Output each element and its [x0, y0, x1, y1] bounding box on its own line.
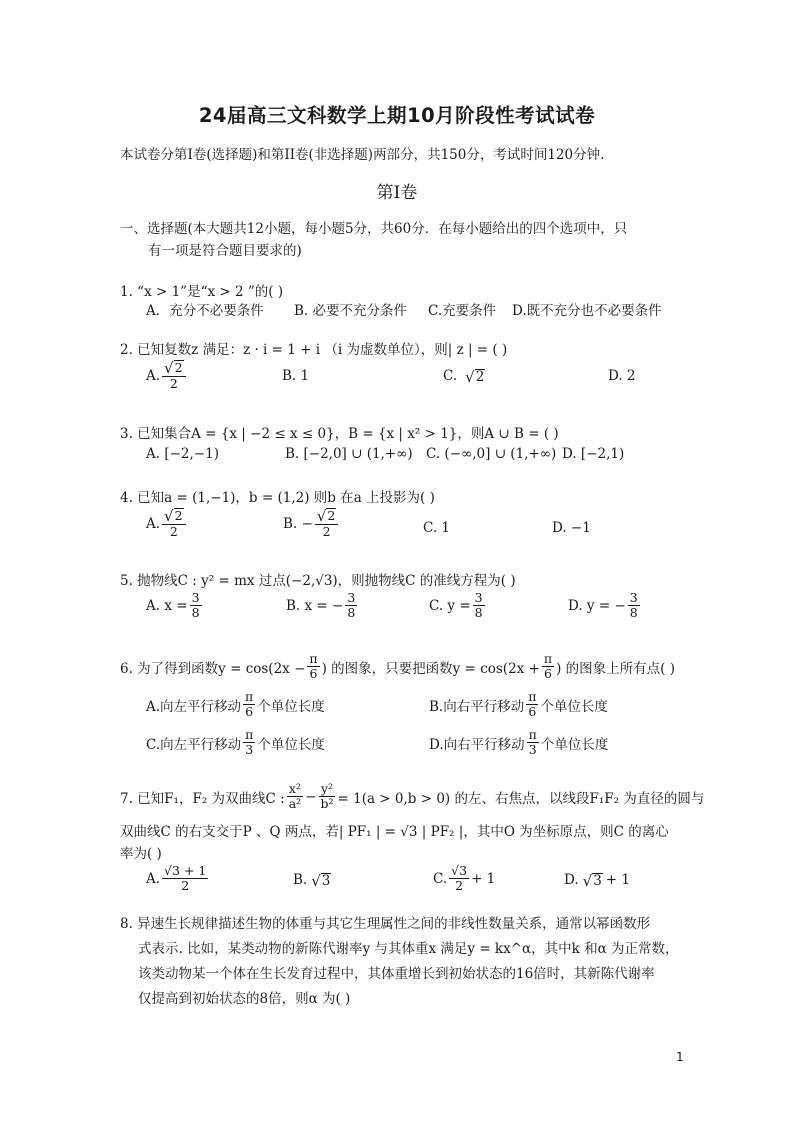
question-6-option-d	[429, 728, 608, 757]
question-6-option-a-den: 6	[245, 704, 254, 719]
question-2-option-a-numerator: 2	[174, 360, 183, 375]
question-6-option-d-den: 3	[528, 742, 537, 757]
section-heading	[120, 218, 680, 262]
question-6-option-c-den: 3	[245, 742, 254, 757]
question-2-option-d: D. 2	[608, 368, 636, 384]
question-5-option-b-denominator: 8	[347, 605, 356, 620]
question-4-option-a-numerator: 2	[174, 508, 183, 523]
question-6-stem-frac2-den: 6	[544, 666, 552, 681]
question-2-stem: 2. 已知复数z 满足：z · i = 1 + i （i 为虚数单位），则| z | = ( )	[120, 342, 508, 358]
question-3-stem: 3. 已知集合A = {x | −2 ≤ x ≤ 0}，B = {x | x² > 1}，则A ∪ B = ( )	[120, 426, 559, 442]
question-4-option-a-denominator: 2	[169, 524, 178, 539]
question-4-option-c: C. 1	[423, 520, 451, 536]
question-7-option-b: B. √ 3	[293, 871, 331, 890]
question-5-option-a	[146, 591, 204, 620]
question-7-frac-y-den: b²	[320, 796, 334, 811]
question-5-option-d	[568, 591, 642, 620]
question-6-option-b-num: π	[528, 689, 537, 704]
question-6-option-b	[429, 690, 608, 719]
section-line-1: 一、选择题(本大题共12小题，每小题5分，共60分．在每小题给出的四个选项中，只	[120, 221, 628, 237]
question-5-option-a-numerator: 3	[191, 590, 200, 605]
page-number: 1	[676, 1050, 684, 1064]
question-8-line-4: 仅提高到初始状态的8倍，则α 为( )	[138, 991, 351, 1007]
question-4-option-b	[283, 508, 340, 539]
question-5-stem: 5. 抛物线C : y² = mx 过点(−2,√3)，则抛物线C 的准线方程为( )	[120, 573, 516, 589]
question-7-option-c-post: + 1	[471, 870, 496, 887]
question-6-option-d-num: π	[528, 727, 537, 742]
question-6-option-a-num: π	[245, 689, 254, 704]
question-5-option-c-label: C. y =	[429, 597, 471, 614]
question-5-option-a-label: A. x =	[146, 597, 188, 614]
question-5-option-c-numerator: 3	[474, 590, 483, 605]
exam-intro: 本试卷分第I卷(选择题)和第II卷(非选择题)两部分，共150分，考试时间120分钟.	[120, 147, 605, 163]
question-1-option-d: D.既不充分也不必要条件	[512, 303, 662, 319]
question-5-option-a-denominator: 8	[191, 605, 200, 620]
section-line-2: 有一项是符合题目要求的)	[148, 243, 302, 259]
question-5-option-c-denominator: 8	[474, 605, 483, 620]
question-7-option-a-den: 2	[181, 878, 190, 893]
question-2-option-b: B. 1	[282, 368, 310, 384]
question-7-line-1-pre: 7. 已知F₁，F₂ 为双曲线C :	[120, 790, 285, 807]
question-7-option-d: D. √ 3 + 1	[564, 871, 630, 890]
question-6-option-c-pre: C.向左平行移动	[146, 736, 242, 753]
question-4-stem: 4. 已知a = (1,−1)，b = (1,2) 则b 在a 上投影为( )	[120, 490, 435, 506]
question-2-option-c: C. √ 2	[443, 367, 485, 386]
question-4-option-b-denominator: 2	[322, 524, 331, 539]
question-7-option-b-radicand: 3	[321, 872, 331, 889]
question-7-option-d-post: + 1	[605, 872, 630, 888]
question-2-option-a-fraction: √ 2 2	[162, 360, 186, 391]
question-7-minus: −	[305, 788, 317, 805]
question-6-option-a	[146, 690, 325, 719]
question-6-option-c	[146, 728, 325, 757]
question-7-option-a	[146, 864, 210, 893]
question-7-option-b-label: B.	[293, 872, 308, 888]
question-5-option-b	[286, 591, 359, 620]
question-1-stem: 1. “x > 1”是“x > 2 ”的( )	[120, 284, 284, 300]
question-1-option-c: C.充要条件	[428, 303, 497, 319]
question-4-option-d: D. −1	[552, 520, 591, 536]
question-6-option-c-post: 个单位长度	[257, 736, 325, 753]
question-2-option-a-label: A.	[146, 367, 161, 384]
part-title: 第I卷	[376, 183, 418, 203]
question-3-option-b: B. [−2,0] ∪ (1,+∞)	[285, 446, 413, 462]
question-7-option-c	[433, 864, 495, 893]
question-8-line-1: 8. 异速生长规律描述生物的体重与其它生理属性之间的非线性数量关系，通常以幂函数形	[120, 916, 651, 932]
question-6-stem-pre: 6. 为了得到函数y = cos(2x −	[120, 660, 306, 677]
question-7-line-2: 双曲线C 的右支交于P 、Q 两点，若| PF₁ | = √3 | PF₂ |，其中O 为坐标原点，则C 的离心	[120, 824, 669, 840]
question-3-option-a: A. [−2,−1)	[146, 446, 219, 462]
question-5-option-c	[429, 591, 487, 620]
question-6-option-c-num: π	[245, 727, 254, 742]
question-6-option-a-post: 个单位长度	[257, 698, 325, 715]
question-3-option-c: C. (−∞,0] ∪ (1,+∞)	[426, 446, 557, 462]
question-4-option-b-fraction: √ 2 2	[315, 508, 339, 539]
question-3-option-d: D. [−2,1)	[562, 446, 625, 462]
question-7-option-a-num: √3 + 1	[164, 863, 207, 878]
question-6-stem-post: ) 的图象上所有点( )	[556, 660, 675, 677]
question-7-option-c-num: √3	[451, 863, 468, 878]
question-1-option-b: B. 必要不充分条件	[294, 303, 408, 319]
question-4-option-b-numerator: 2	[327, 508, 336, 523]
question-5-option-b-numerator: 3	[347, 590, 356, 605]
question-6-option-a-pre: A.向左平行移动	[146, 698, 242, 715]
question-6-option-b-post: 个单位长度	[540, 698, 608, 715]
question-7-option-d-radicand: 3	[593, 872, 602, 889]
question-6-option-d-pre: D.向右平行移动	[429, 736, 525, 753]
question-6-stem-frac2-num: π	[543, 651, 553, 666]
question-5-option-b-label: B. x = −	[286, 597, 344, 614]
question-7-line-1	[120, 782, 704, 811]
question-7-option-c-den: 2	[455, 878, 464, 893]
question-7-option-d-label: D.	[564, 872, 579, 888]
exam-title: 24届高三文科数学上期10月阶段性考试试卷	[198, 104, 596, 127]
question-6-option-d-post: 个单位长度	[540, 736, 609, 753]
question-2-option-a-denominator: 2	[169, 376, 178, 391]
question-7-frac-y-num: y²	[320, 781, 334, 796]
question-7-option-c-label: C.	[433, 870, 448, 887]
question-5-option-d-label: D. y = −	[568, 597, 626, 614]
question-5-option-d-numerator: 3	[629, 590, 638, 605]
question-4-option-b-label: B. −	[283, 515, 313, 532]
question-4-option-a	[146, 508, 188, 539]
question-7-frac-x-num: x²	[288, 781, 301, 796]
question-7-line-1-post: = 1(a > 0,b > 0) 的左、右焦点，以线段F₁F₂ 为直径的圆与	[337, 790, 705, 807]
question-6-stem	[120, 652, 675, 681]
question-2-option-c-label: C.	[443, 368, 458, 384]
question-4-option-a-label: A.	[146, 515, 161, 532]
question-1-option-a: A．充分不必要条件	[146, 303, 264, 319]
question-2-option-c-radicand: 2	[475, 368, 485, 385]
question-6-stem-frac1-den: 6	[309, 666, 318, 681]
question-2-option-a	[146, 360, 188, 391]
question-8-line-2: 式表示. 比如，某类动物的新陈代谢率y 与其体重x 满足y = kx^α，其中k 和α 为正常数，	[138, 941, 679, 957]
question-6-option-b-pre: B.向右平行移动	[429, 698, 525, 715]
question-8-line-3: 该类动物某一个体在生长发育过程中，其体重增长到初始状态的16倍时，其新陈代谢率	[138, 966, 655, 982]
question-6-stem-frac1-num: π	[309, 651, 318, 666]
question-7-frac-x-den: a²	[288, 796, 302, 811]
question-7-line-3: 率为( )	[120, 846, 162, 862]
question-7-option-a-label: A.	[146, 870, 161, 887]
question-5-option-d-denominator: 8	[629, 605, 638, 620]
question-6-option-b-den: 6	[528, 704, 537, 719]
question-4-option-a-fraction: √ 2 2	[162, 508, 186, 539]
question-6-stem-mid: ) 的图象，只要把函数y = cos(2x +	[321, 660, 540, 677]
